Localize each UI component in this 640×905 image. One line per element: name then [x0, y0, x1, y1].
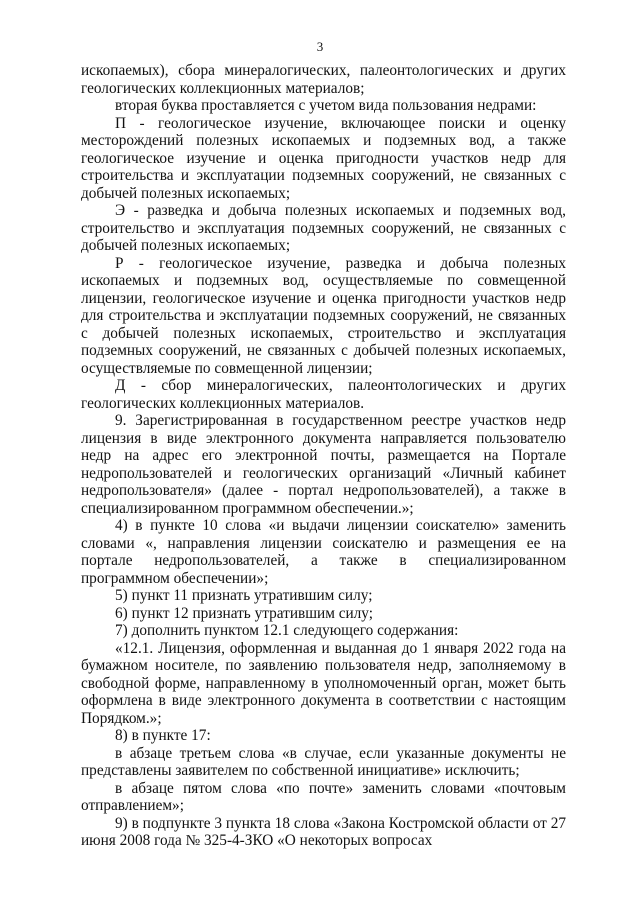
paragraph-item-5: 5) пункт 11 признать утратившим силу;: [115, 587, 373, 604]
paragraph-clause-12-1: «12.1. Лицензия, оформленная и выданная до 1 января 2022 года на бумажном носителе, по заявлению пользователя недр, заполняемому в свободной форме, направленному в уполномоченный орган, может быть оформлена в виде электронного документа в соответствии с настоящим Порядком.»;: [81, 639, 566, 727]
paragraph-item-9: 9) в подпункте 3 пункта 18 слова «Закона Костромской области от 27 июня 2008 года № 325-4-ЗКО «О некоторых вопросах: [81, 814, 566, 849]
paragraph-item-7: 7) дополнить пунктом 12.1 следующего содержания:: [115, 622, 459, 639]
paragraph-item-6: 6) пункт 12 признать утратившим силу;: [115, 604, 374, 622]
paragraph-clause-9: 9. Зарегистрированная в государственном реестре участков недр лицензия в виде электронного документа направляется пользователю недр на адрес его электронной почты, размещается на Портале недропользователей и геологических организаций «Личный кабинет недропользователя» (далее - портал недропользователей), а также в специализированном программном обеспечении.»;: [81, 412, 566, 517]
paragraph-letter-d: Д - сбор минералогических, палеонтологических и других геологических коллекционных материалов.: [81, 377, 566, 412]
paragraph-letter-e: Э - разведка и добыча полезных ископаемых и подземных вод, строительство и эксплуатация подземных сооружений, не связанных с добычей полезных ископаемых;: [81, 202, 566, 254]
paragraph-second-letter-intro: вторая буква проставляется с учетом вида пользования недрами:: [115, 97, 537, 114]
paragraph-item-8-abzac-3: в абзаце третьем слова «в случае, если указанные документы не представлены заявителем по собственной инициативе» исключить;: [81, 744, 566, 779]
document-body: [81, 62, 566, 850]
paragraph-letter-r: Р - геологическое изучение, разведка и добыча полезных ископаемых и подземных вод, осуществляемые по совмещенной лицензии, геологическое изучение и оценка пригодности участков недр для строительства и эксплуатации подземных сооружений, не связанных с добычей полезных ископаемых, строительство и эксплуатация подземных сооружений, не связанных с добычей полезных ископаемых, осуществляемые по совмещенной лицензии;: [81, 254, 566, 377]
paragraph-item-8-abzac-5: в абзаце пятом слова «по почте» заменить словами «почтовым отправлением»;: [81, 779, 566, 814]
paragraph-letter-p: П - геологическое изучение, включающее поиски и оценку месторождений полезных ископаемых и подземных вод, а также геологическое изучение и оценка пригодности участков недр для строительства и эксплуатации подземных сооружений, не связанных с добычей полезных ископаемых;: [81, 114, 566, 202]
paragraph-continuation: ископаемых), сбора минералогических, палеонтологических и других геологических коллекционных материалов;: [81, 62, 566, 97]
paragraph-item-8: 8) в пункте 17:: [115, 727, 211, 744]
page-number: 3: [316, 39, 324, 54]
paragraph-item-4: 4) в пункте 10 слова «и выдачи лицензии соискателю» заменить словами «, направления лицензии соискателю и размещения ее на портале недропользователей, а также в специализированном программном обеспечении»;: [81, 517, 566, 587]
